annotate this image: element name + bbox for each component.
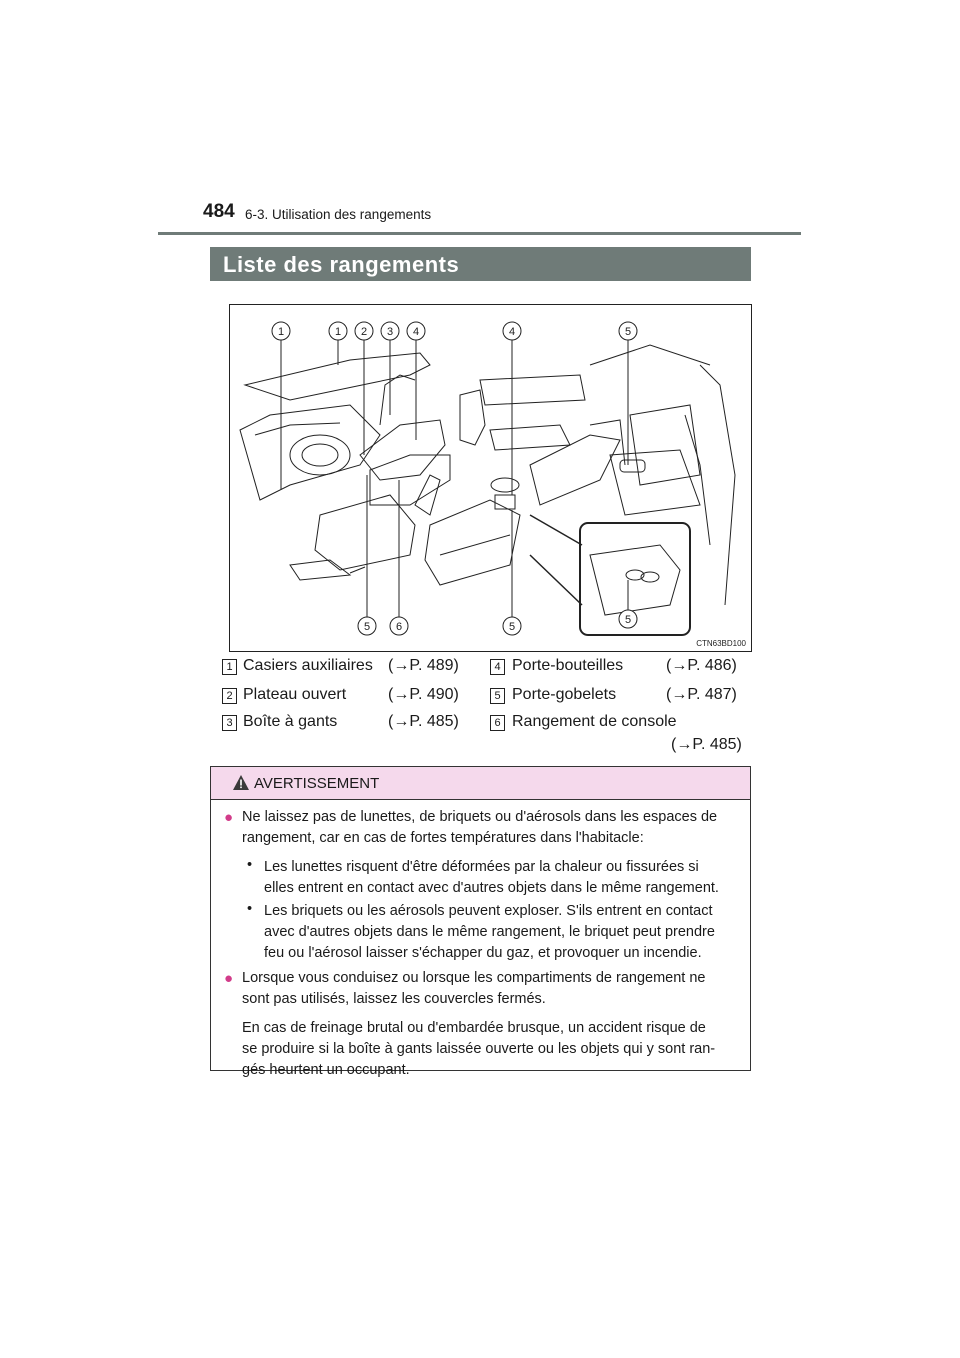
sub-bullet: • xyxy=(247,901,253,917)
bullet-icon: ● xyxy=(224,970,234,987)
callout-label: 6 xyxy=(395,621,403,633)
legend-label: Plateau ouvert xyxy=(243,686,347,703)
legend-number: 1 xyxy=(222,659,237,675)
warning-text: Les briquets ou les aérosols peuvent exploser. S'ils entrent en contact xyxy=(264,903,713,919)
callout-label: 2 xyxy=(360,326,368,338)
legend-page-ref: (→P. 490) xyxy=(388,686,459,703)
warning-text: Ne laissez pas de lunettes, de briquets ou d'aérosols dans les espaces de xyxy=(242,809,718,825)
legend-number: 2 xyxy=(222,688,237,704)
legend-number: 3 xyxy=(222,715,237,731)
page-number: 484 xyxy=(203,201,235,222)
legend-label: Porte-gobelets xyxy=(512,686,617,703)
interior-line-drawing xyxy=(230,305,751,651)
warning-box xyxy=(210,766,751,1078)
legend-number: 6 xyxy=(490,715,505,731)
legend-number: 5 xyxy=(490,688,505,704)
legend-label: Casiers auxiliaires xyxy=(243,657,373,674)
legend-page-ref: (→P. 487) xyxy=(666,686,737,703)
warning-header xyxy=(211,767,750,800)
legend-label: Rangement de console xyxy=(512,713,677,730)
warning-text: se produire si la boîte à gants laissée ouverte ou les objets qui y sont ran- xyxy=(242,1041,716,1057)
callout-label: 4 xyxy=(412,326,420,338)
callout-label: 5 xyxy=(624,614,632,626)
warning-text: rangement, car en cas de fortes températures dans l'habitacle: xyxy=(242,830,644,846)
vehicle-interior-illustration xyxy=(229,304,752,652)
warning-text: feu ou l'aérosol laisser s'échapper du gaz, et provoquer un incendie. xyxy=(264,945,702,961)
legend-label: Porte-bouteilles xyxy=(512,657,624,674)
legend-label: Boîte à gants xyxy=(243,713,338,730)
warning-text: avec d'autres objets dans le même rangement, le briquet peut prendre xyxy=(264,924,715,940)
legend-number: 4 xyxy=(490,659,505,675)
legend-page-ref: (→P. 485) xyxy=(671,736,742,753)
callout-label: 5 xyxy=(508,621,516,633)
legend-page-ref: (→P. 489) xyxy=(388,657,459,674)
legend-page-ref: (→P. 486) xyxy=(666,657,737,674)
figure-code: CTN63BD100 xyxy=(696,639,746,648)
warning-triangle-icon xyxy=(233,775,249,790)
section-title-bar xyxy=(210,247,751,281)
warning-text: En cas de freinage brutal ou d'embardée brusque, un accident risque de xyxy=(242,1020,706,1036)
header-divider xyxy=(158,232,801,235)
callout-label: 3 xyxy=(386,326,394,338)
warning-text: sont pas utilisés, laissez les couvercles fermés. xyxy=(242,991,546,1007)
section-title: Liste des rangements xyxy=(223,252,460,277)
warning-title: AVERTISSEMENT xyxy=(254,775,380,792)
callout-label: 1 xyxy=(277,326,285,338)
warning-text: Lorsque vous conduisez ou lorsque les compartiments de rangement ne xyxy=(242,970,706,986)
sub-bullet: • xyxy=(247,857,253,873)
warning-text: elles entrent en contact avec d'autres objets dans le même rangement. xyxy=(264,880,719,896)
warning-text: gés heurtent un occupant. xyxy=(242,1062,410,1078)
warning-text: Les lunettes risquent d'être déformées par la chaleur ou fissurées si xyxy=(264,859,699,875)
section-breadcrumb: 6-3. Utilisation des rangements xyxy=(245,207,432,222)
callout-label: 1 xyxy=(334,326,342,338)
callout-label: 5 xyxy=(624,326,632,338)
bullet-icon: ● xyxy=(224,809,234,826)
legend-page-ref: (→P. 485) xyxy=(388,713,459,730)
callout-label: 5 xyxy=(363,621,371,633)
callout-label: 4 xyxy=(508,326,516,338)
